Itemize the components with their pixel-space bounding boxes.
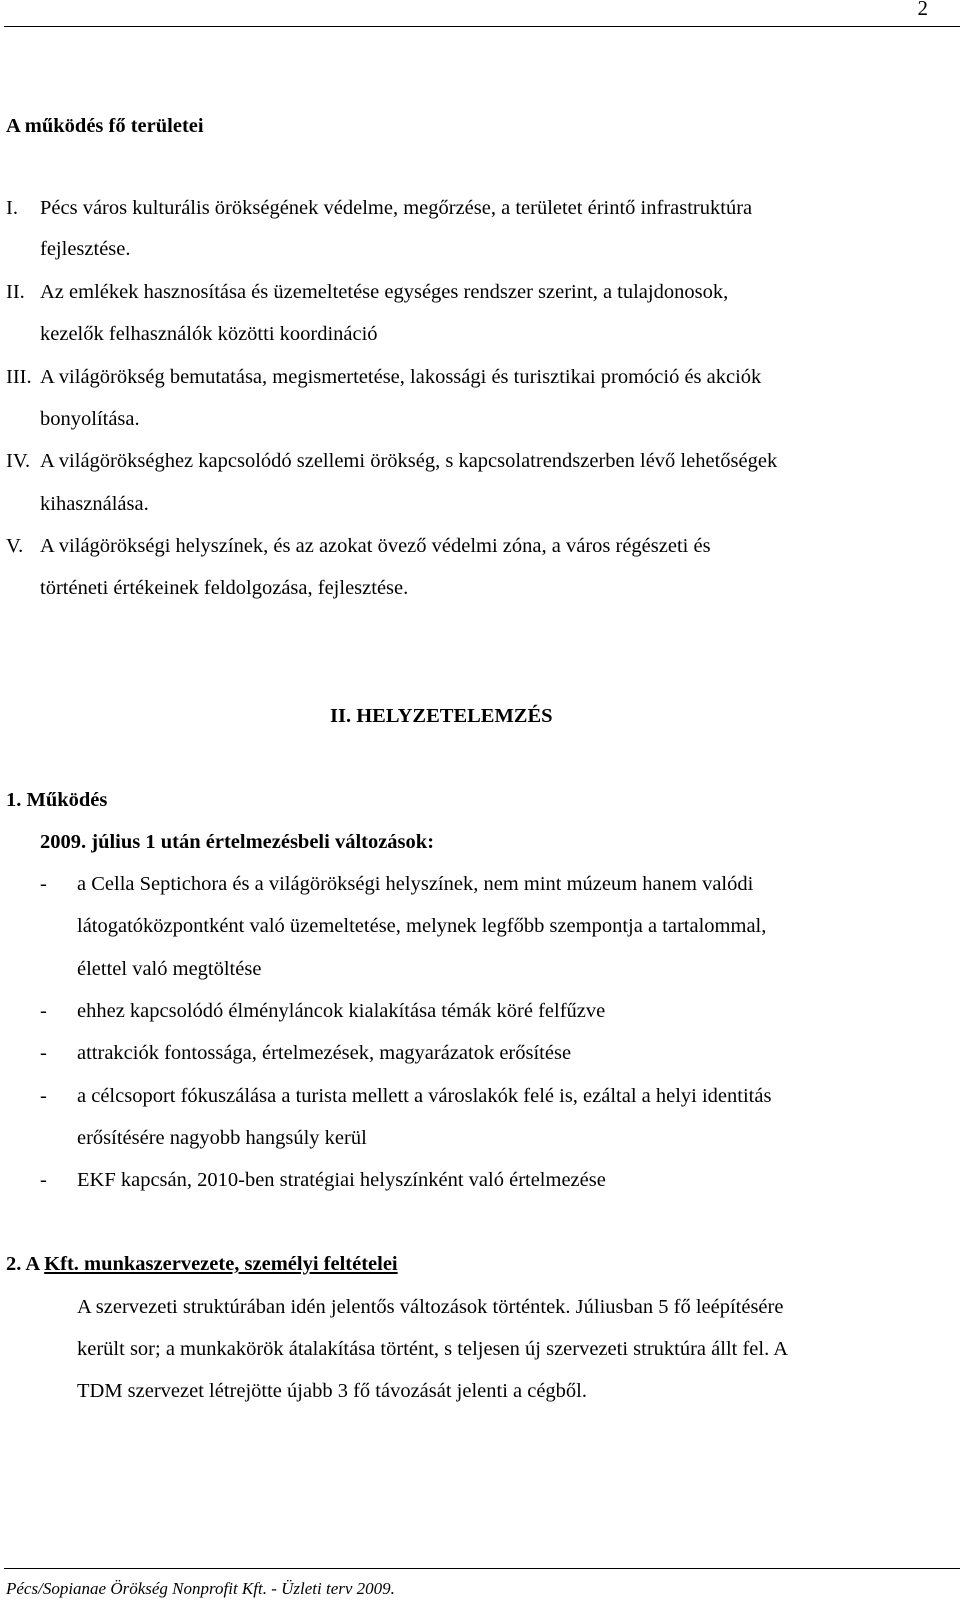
area-text-line: kezelők felhasználók közötti koordináció (40, 323, 378, 345)
bullet-marker: - (40, 1085, 47, 1107)
paragraph-line: TDM szervezet létrejötte újabb 3 fő távozását jelenti a cégből. (77, 1380, 588, 1402)
area-number: III. (6, 366, 32, 388)
bullet-marker: - (40, 1169, 47, 1191)
area-number: V. (6, 535, 24, 557)
bullet-line: attrakciók fontossága, értelmezések, magyarázatok erősítése (77, 1042, 572, 1064)
subheading: 2009. július 1 után értelmezésbeli változások: (40, 831, 435, 853)
bullet-marker: - (40, 873, 47, 895)
header-rule (4, 26, 960, 27)
area-text-line: Pécs város kulturális örökségének védelme, megőrzése, a területet érintő infrastruktúra (40, 197, 753, 219)
bullet-line: erősítésére nagyobb hangsúly kerül (77, 1127, 367, 1149)
area-text-line: A világörökségi helyszínek, és az azokat övező védelmi zóna, a város régészeti és (40, 535, 711, 557)
section-heading-2 (6, 1252, 398, 1276)
area-text-line: történeti értékeinek feldolgozása, fejlesztése. (40, 577, 409, 599)
paragraph-line: A szervezeti struktúrában idén jelentős változások történtek. Júliusban 5 fő leépítésére (77, 1296, 784, 1318)
bullet-line: ehhez kapcsolódó élményláncok kialakítása témák köré felfűzve (77, 1000, 606, 1022)
bullet-line: a célcsoport fókuszálása a turista mellett a városlakók felé is, ezáltal a helyi identitás (77, 1085, 772, 1107)
paragraph-line: került sor; a munkakörök átalakítása történt, s teljesen új szervezeti struktúra állt fel. A (77, 1338, 789, 1360)
bullet-line: látogatóközpontként való üzemeltetése, melynek legfőbb szempontja a tartalommal, (77, 915, 767, 937)
bullet-marker: - (40, 1000, 47, 1022)
section-heading-1: 1. Működés (6, 789, 108, 811)
area-text-line: A világörökség bemutatása, megismertetése, lakossági és turisztikai promóció és akciók (40, 366, 762, 388)
area-text-line: Az emlékek hasznosítása és üzemeltetése egységes rendszer szerint, a tulajdonosok, (40, 281, 729, 303)
chapter-heading: II. HELYZETELEMZÉS (330, 705, 553, 727)
section-heading-2-number: 2. A (6, 1253, 40, 1275)
area-text-line: bonyolítása. (40, 408, 140, 430)
area-number: IV. (6, 450, 31, 472)
area-text-line: A világörökséghez kapcsolódó szellemi örökség, s kapcsolatrendszerben lévő lehetőségek (40, 450, 778, 472)
area-text-line: fejlesztése. (40, 238, 131, 260)
section-heading-2-text: Kft. munkaszervezete, személyi feltételei (44, 1253, 398, 1275)
bullet-line: a Cella Septichora és a világörökségi helyszínek, nem mint múzeum hanem valódi (77, 873, 754, 895)
bullet-line: EKF kapcsán, 2010-ben stratégiai helyszínként való értelmezése (77, 1169, 606, 1191)
section-title: A működés fő területei (6, 115, 204, 137)
bullet-line: élettel való megtöltése (77, 958, 262, 980)
page-number: 2 (917, 0, 928, 20)
area-number: I. (6, 197, 18, 219)
area-text-line: kihasználása. (40, 493, 149, 515)
footer-text: Pécs/Sopianae Örökség Nonprofit Kft. - Üzleti terv 2009. (6, 1579, 395, 1598)
bullet-marker: - (40, 1042, 47, 1064)
footer-rule (4, 1568, 960, 1569)
area-number: II. (6, 281, 25, 303)
